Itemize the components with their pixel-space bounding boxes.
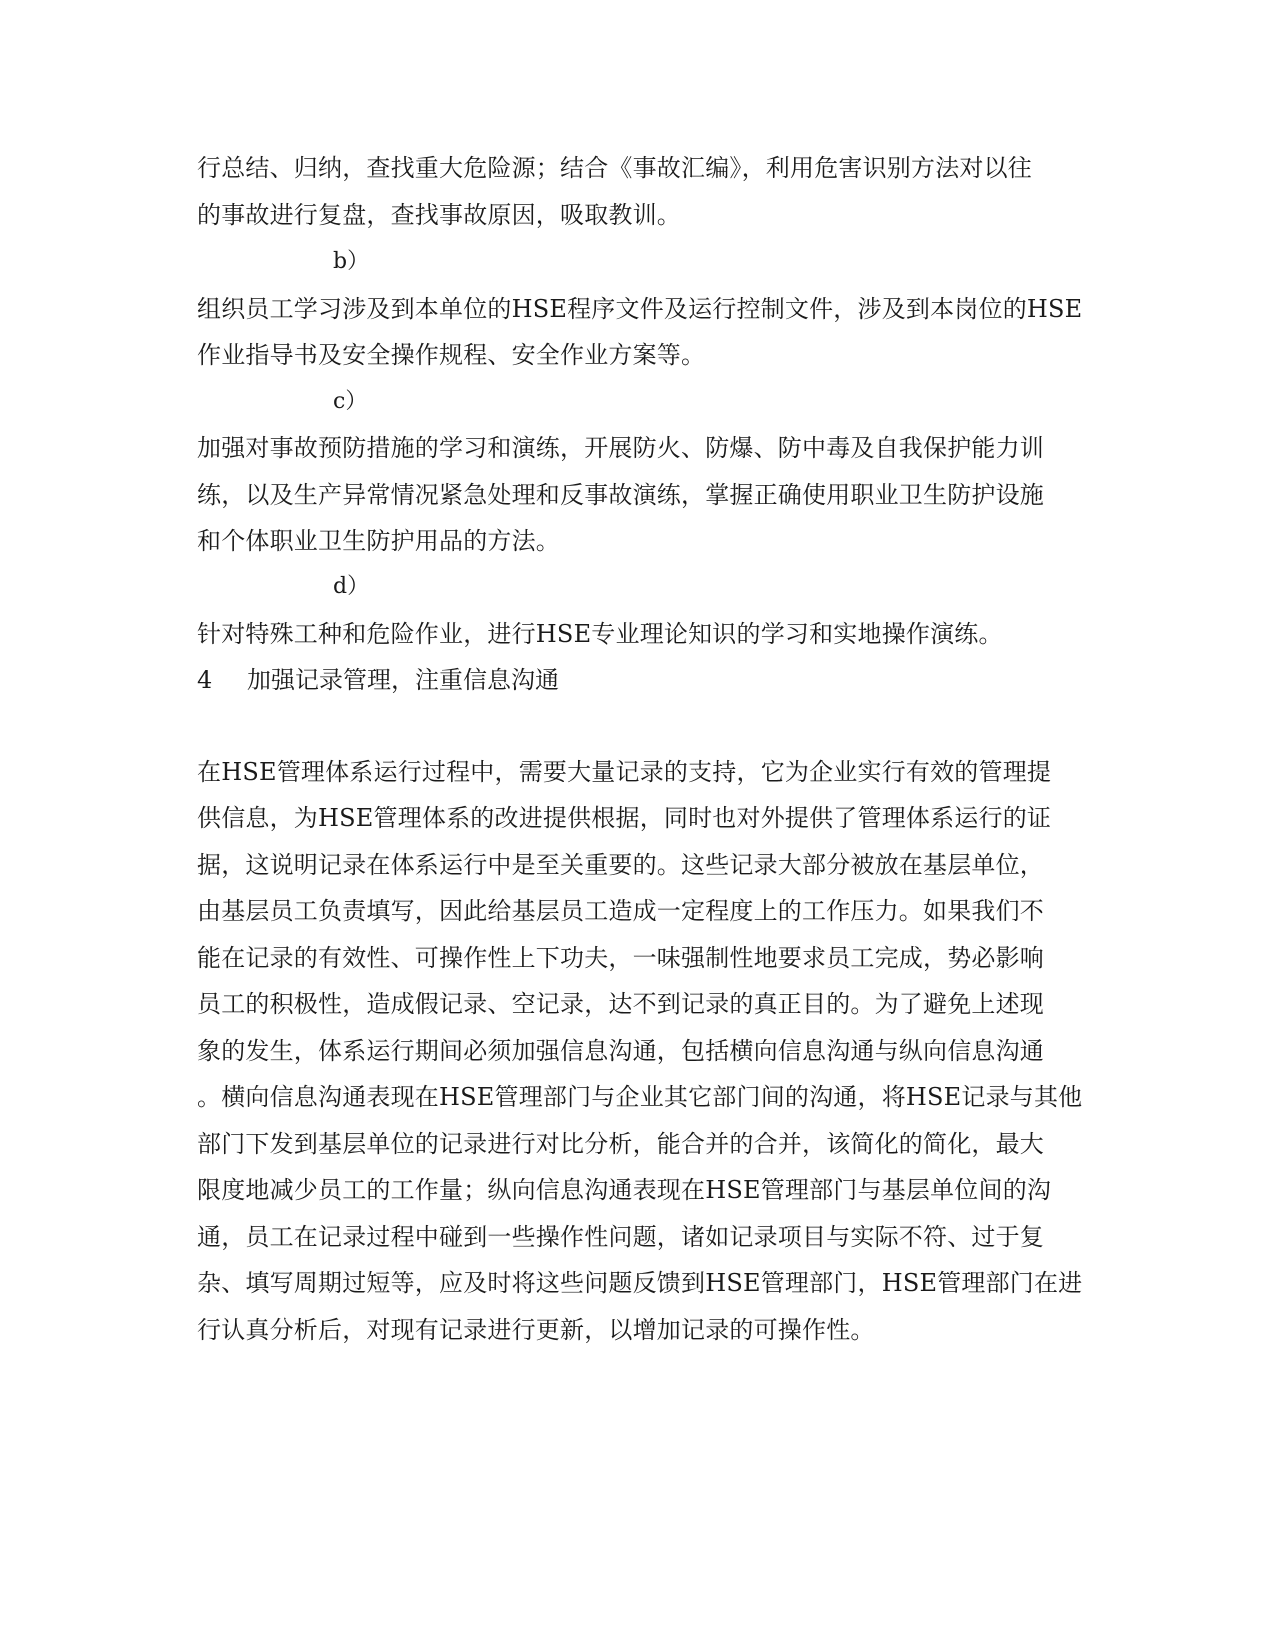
body-line-1: 在HSE管理体系运行过程中，需要大量记录的支持，它为企业实行有效的管理提 <box>197 758 1052 786</box>
item-c-line-3: 和个体职业卫生防护用品的方法。 <box>197 527 560 555</box>
intro-line-1: 行总结、归纳，查找重大危险源；结合《事故汇编》，利用危害识别方法对以往 <box>197 154 1032 182</box>
body-line-9: 部门下发到基层单位的记录进行对比分析，能合并的合并，该简化的简化，最大 <box>197 1130 1044 1158</box>
body-line-12: 杂、填写周期过短等，应及时将这些问题反馈到HSE管理部门，HSE管理部门在进 <box>197 1269 1083 1297</box>
section-4-title: 加强记录管理，注重信息沟通 <box>247 666 559 694</box>
item-c-line-2: 练，以及生产异常情况紧急处理和反事故演练，掌握正确使用职业卫生防护设施 <box>197 481 1044 509</box>
body-line-10: 限度地减少员工的工作量；纵向信息沟通表现在HSE管理部门与基层单位间的沟 <box>197 1176 1052 1204</box>
body-line-4: 由基层员工负责填写，因此给基层员工造成一定程度上的工作压力。如果我们不 <box>197 897 1044 925</box>
section-4-heading <box>197 665 559 695</box>
item-b-line-1: 组织员工学习涉及到本单位的HSE程序文件及运行控制文件，涉及到本岗位的HSE <box>197 295 1083 323</box>
section-4-number: 4 <box>197 666 213 694</box>
item-b-label: b） <box>333 249 370 274</box>
body-line-6: 员工的积极性，造成假记录、空记录，达不到记录的真正目的。为了避免上述现 <box>197 990 1044 1018</box>
item-d-label: d） <box>333 574 370 599</box>
intro-line-2: 的事故进行复盘，查找事故原因，吸取教训。 <box>197 201 681 229</box>
body-line-7: 象的发生，体系运行期间必须加强信息沟通，包括横向信息沟通与纵向信息沟通 <box>197 1037 1044 1065</box>
item-b-line-2: 作业指导书及安全操作规程、安全作业方案等。 <box>197 341 706 369</box>
item-d-line-1: 针对特殊工种和危险作业，进行HSE专业理论知识的学习和实地操作演练。 <box>197 620 1003 648</box>
body-line-5: 能在记录的有效性、可操作性上下功夫，一味强制性地要求员工完成，势必影响 <box>197 944 1044 972</box>
body-line-13: 行认真分析后，对现有记录进行更新，以增加记录的可操作性。 <box>197 1316 875 1344</box>
body-line-3: 据，这说明记录在体系运行中是至关重要的。这些记录大部分被放在基层单位， <box>197 851 1044 879</box>
item-c-line-1: 加强对事故预防措施的学习和演练，开展防火、防爆、防中毒及自我保护能力训 <box>197 434 1044 462</box>
body-line-11: 通，员工在记录过程中碰到一些操作性问题，诸如记录项目与实际不符、过于复 <box>197 1223 1044 1251</box>
body-line-8: 。横向信息沟通表现在HSE管理部门与企业其它部门间的沟通，将HSE记录与其他 <box>197 1083 1083 1111</box>
item-c-label: c） <box>333 389 368 414</box>
body-line-2: 供信息，为HSE管理体系的改进提供根据，同时也对外提供了管理体系运行的证 <box>197 804 1052 832</box>
